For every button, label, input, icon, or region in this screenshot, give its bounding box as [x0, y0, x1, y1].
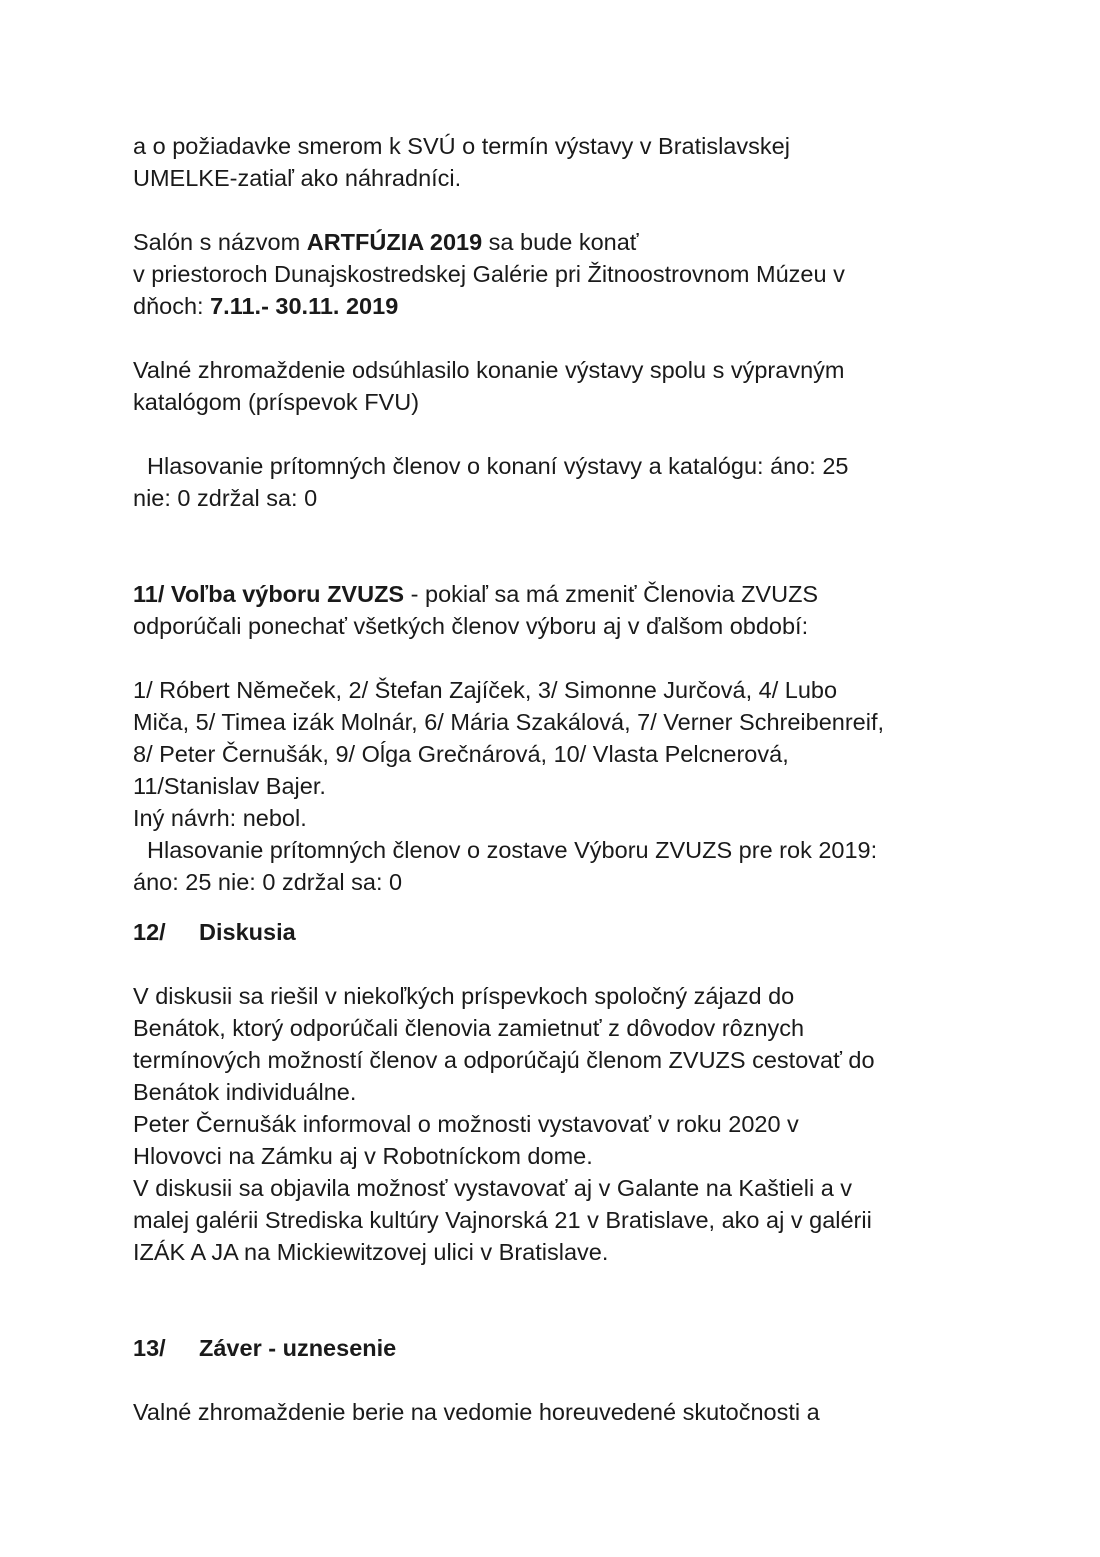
- section12-title: Diskusia: [199, 919, 296, 945]
- salon-dates-line: dňoch: 7.11.- 30.11. 2019: [133, 293, 399, 319]
- discussion-line: termínových možností členov a odporúčajú členom ZVUZS cestovať do: [133, 1047, 875, 1073]
- vote1-line-1: Hlasovanie prítomných členov o konaní výstavy a katalógu: áno: 25: [147, 453, 849, 479]
- discussion-text: [133, 980, 973, 1268]
- section13-number: 13/: [133, 1335, 166, 1361]
- discussion-line: Benátok, ktorý odporúčali členovia zamietnuť z dôvodov rôznych: [133, 1015, 805, 1041]
- vote2-line-2: áno: 25 nie: 0 zdržal sa: 0: [133, 869, 403, 895]
- salon-line-1: Salón s názvom ARTFÚZIA 2019 sa bude konať: [133, 229, 639, 255]
- section13-title: Záver - uznesenie: [199, 1335, 397, 1361]
- members-list: [133, 674, 973, 802]
- vote2-line-1: Hlasovanie prítomných členov o zostave Výboru ZVUZS pre rok 2019:: [147, 837, 878, 863]
- discussion-line: IZÁK A JA na Mickiewitzovej ulici v Bratislave.: [133, 1239, 609, 1265]
- other-proposal: Iný návrh: nebol.: [133, 805, 307, 831]
- discussion-line: Peter Černušák informoval o možnosti vystavovať v roku 2020 v: [133, 1111, 799, 1137]
- members-line: Miča, 5/ Timea izák Molnár, 6/ Mária Szakálová, 7/ Verner Schreibenreif,: [133, 709, 885, 735]
- section11-line-2: odporúčali ponechať všetkých členov výboru aj v ďalšom období:: [133, 613, 809, 639]
- salon-line-2: v priestoroch Dunajskostredskej Galérie pri Žitnoostrovnom Múzeu v: [133, 261, 845, 287]
- conclusion-line-1: Valné zhromaždenie berie na vedomie horeuvedené skutočnosti a: [133, 1399, 820, 1425]
- section11-title: 11/ Voľba výboru ZVUZS: [133, 581, 405, 607]
- intro-line-1: a o požiadavke smerom k SVÚ o termín výstavy v Bratislavskej: [133, 133, 790, 159]
- discussion-line: V diskusii sa objavila možnosť vystavovať aj v Galante na Kaštieli a v: [133, 1175, 853, 1201]
- assembly-line-1: Valné zhromaždenie odsúhlasilo konanie výstavy spolu s výpravným: [133, 357, 845, 383]
- intro-line-2: UMELKE-zatiaľ ako náhradníci.: [133, 165, 462, 191]
- document-page: [133, 130, 973, 1428]
- discussion-line: Hlovovci na Zámku aj v Robotníckom dome.: [133, 1143, 593, 1169]
- assembly-line-2: katalógom (príspevok FVU): [133, 389, 420, 415]
- section12-number: 12/: [133, 919, 166, 945]
- vote1-line-2: nie: 0 zdržal sa: 0: [133, 485, 318, 511]
- section11-heading: 11/ Voľba výboru ZVUZS - pokiaľ sa má zmeniť Členovia ZVUZS: [133, 581, 819, 607]
- members-line: 11/Stanislav Bajer.: [133, 773, 326, 799]
- section12-heading: [133, 916, 973, 948]
- salon-name: ARTFÚZIA 2019: [306, 229, 483, 255]
- discussion-line: Benátok individuálne.: [133, 1079, 357, 1105]
- section13-heading: [133, 1332, 973, 1364]
- members-line: 1/ Róbert Němeček, 2/ Štefan Zajíček, 3/ Simonne Jurčová, 4/ Lubo: [133, 677, 838, 703]
- members-line: 8/ Peter Černušák, 9/ Oĺga Grečnárová, 10/ Vlasta Pelcnerová,: [133, 741, 789, 767]
- salon-dates: 7.11.- 30.11. 2019: [210, 293, 399, 319]
- discussion-line: malej galérii Strediska kultúry Vajnorská 21 v Bratislave, ako aj v galérii: [133, 1207, 872, 1233]
- discussion-line: V diskusii sa riešil v niekoľkých príspevkoch spoločný zájazd do: [133, 983, 795, 1009]
